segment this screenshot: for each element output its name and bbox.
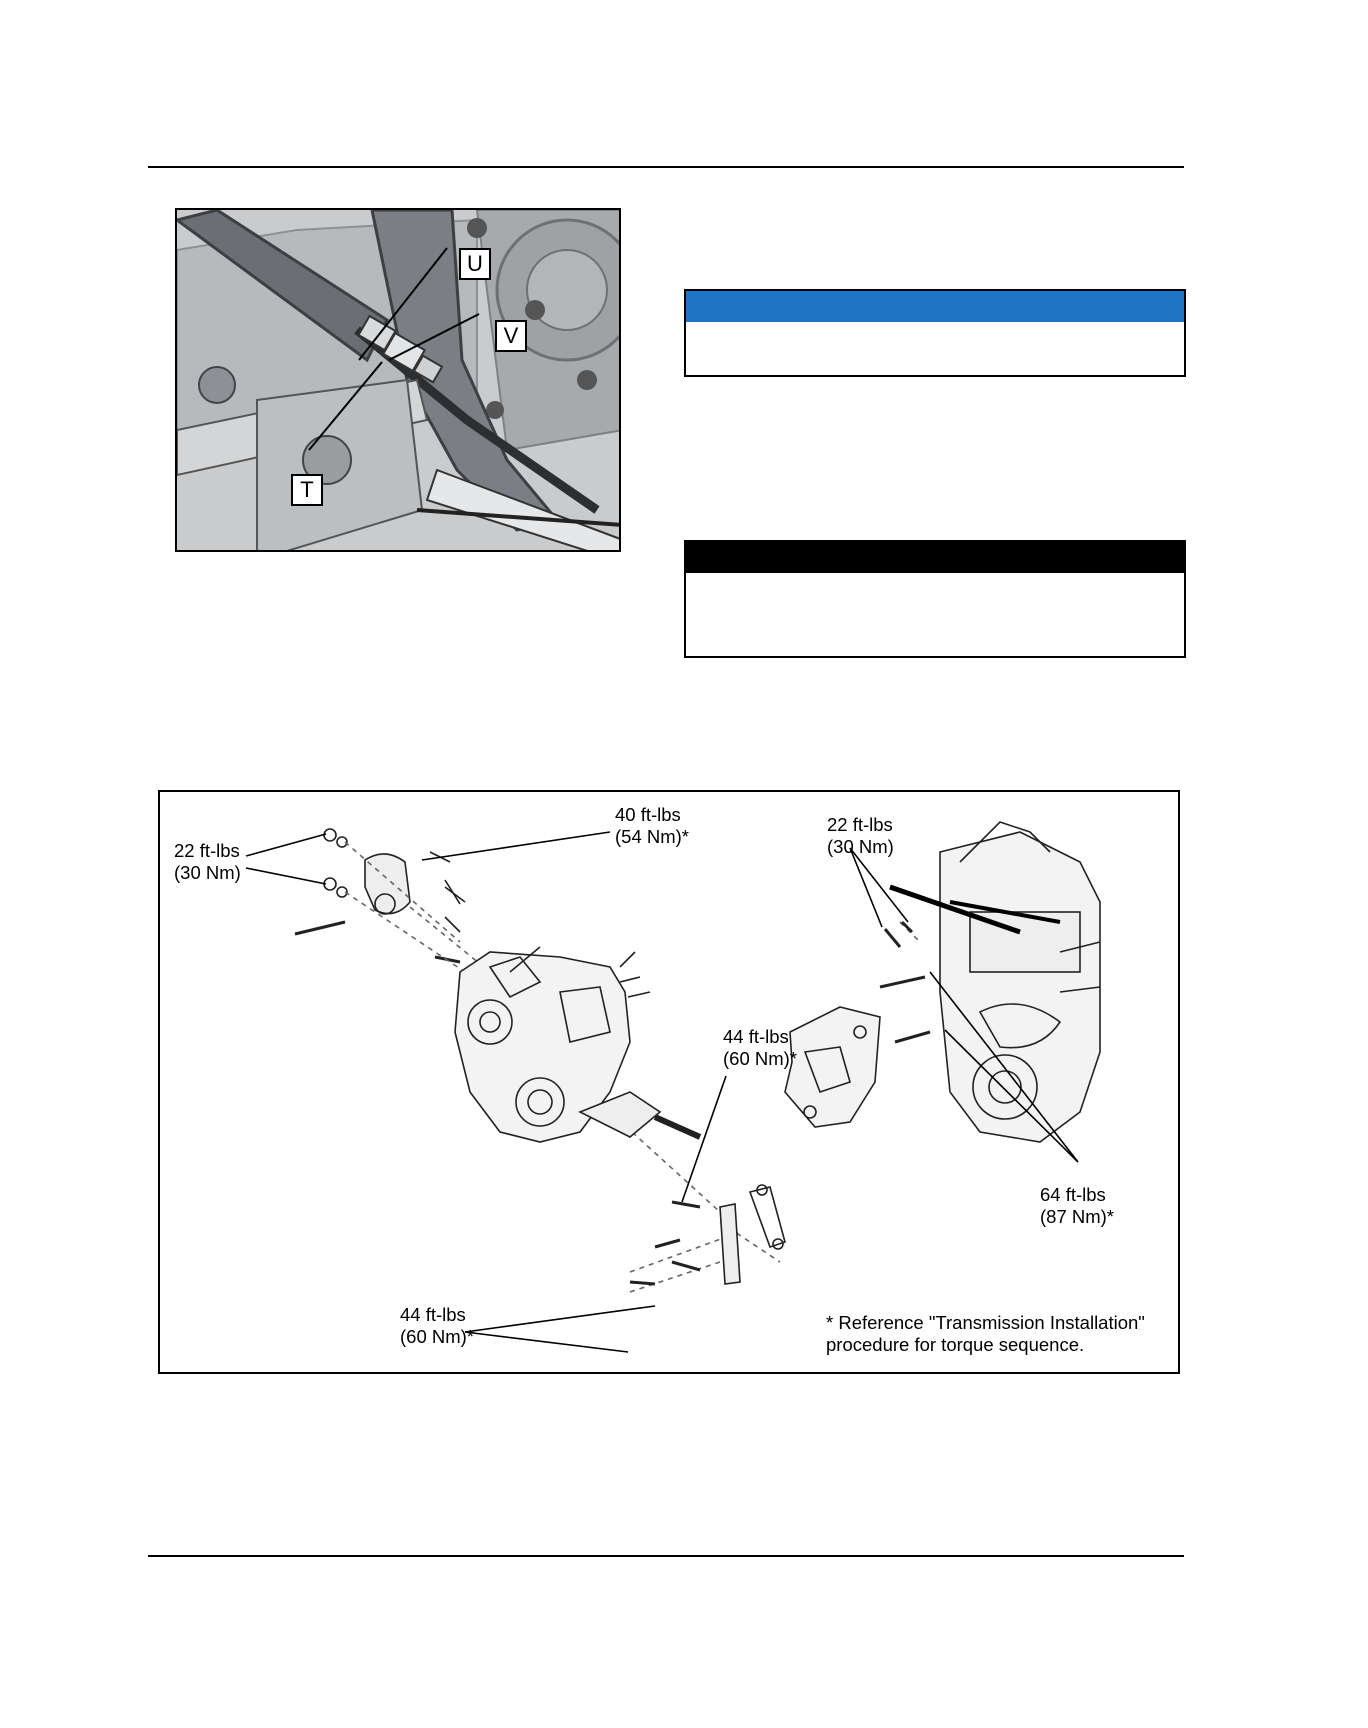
torque-sequence-reference-note	[826, 1312, 1145, 1356]
callout-v: V	[495, 320, 527, 352]
bracket-bolts-torque-value: 44 ft-lbs	[400, 1304, 466, 1325]
engine-bolts-torque-value: 64 ft-lbs	[1040, 1184, 1106, 1205]
mount-bolt-torque-value: 44 ft-lbs	[723, 1026, 789, 1047]
footer-rule	[148, 1555, 1184, 1557]
reference-note-line-1: * Reference "Transmission Installation"	[826, 1312, 1145, 1333]
strut-nuts-torque-value: 22 ft-lbs	[174, 840, 240, 861]
reference-note-line-2: procedure for torque sequence.	[826, 1334, 1085, 1355]
engine-bolts-torque-metric: (87 Nm)*	[1040, 1206, 1115, 1227]
strut-bolt-torque-value: 40 ft-lbs	[615, 804, 681, 825]
mount-bolt-torque-label	[723, 1026, 797, 1070]
photo-illustration	[177, 210, 621, 552]
callout-u: U	[459, 248, 491, 280]
caution-box-header	[686, 542, 1184, 573]
strut-bolt-torque-label	[615, 804, 689, 848]
exploded-view-drawing	[160, 792, 1180, 1374]
engine-nut-torque-label	[827, 814, 894, 858]
photo-figure	[175, 208, 621, 552]
engine-bolts-torque-label	[1040, 1184, 1114, 1228]
engine-nut-torque-metric: (30 Nm)	[827, 836, 894, 857]
caution-box	[684, 540, 1186, 658]
note-box	[684, 289, 1186, 377]
note-box-header	[686, 291, 1184, 322]
callout-t: T	[291, 474, 323, 506]
engine-nut-torque-value: 22 ft-lbs	[827, 814, 893, 835]
header-rule	[148, 166, 1184, 168]
bracket-bolts-torque-metric: (60 Nm)*	[400, 1326, 475, 1347]
torque-diagram	[158, 790, 1180, 1374]
strut-bolt-torque-metric: (54 Nm)*	[615, 826, 690, 847]
mount-bolt-torque-metric: (60 Nm)*	[723, 1048, 798, 1069]
strut-nuts-torque-label	[174, 840, 241, 884]
bracket-bolts-torque-label	[400, 1304, 474, 1348]
strut-nuts-torque-metric: (30 Nm)	[174, 862, 241, 883]
